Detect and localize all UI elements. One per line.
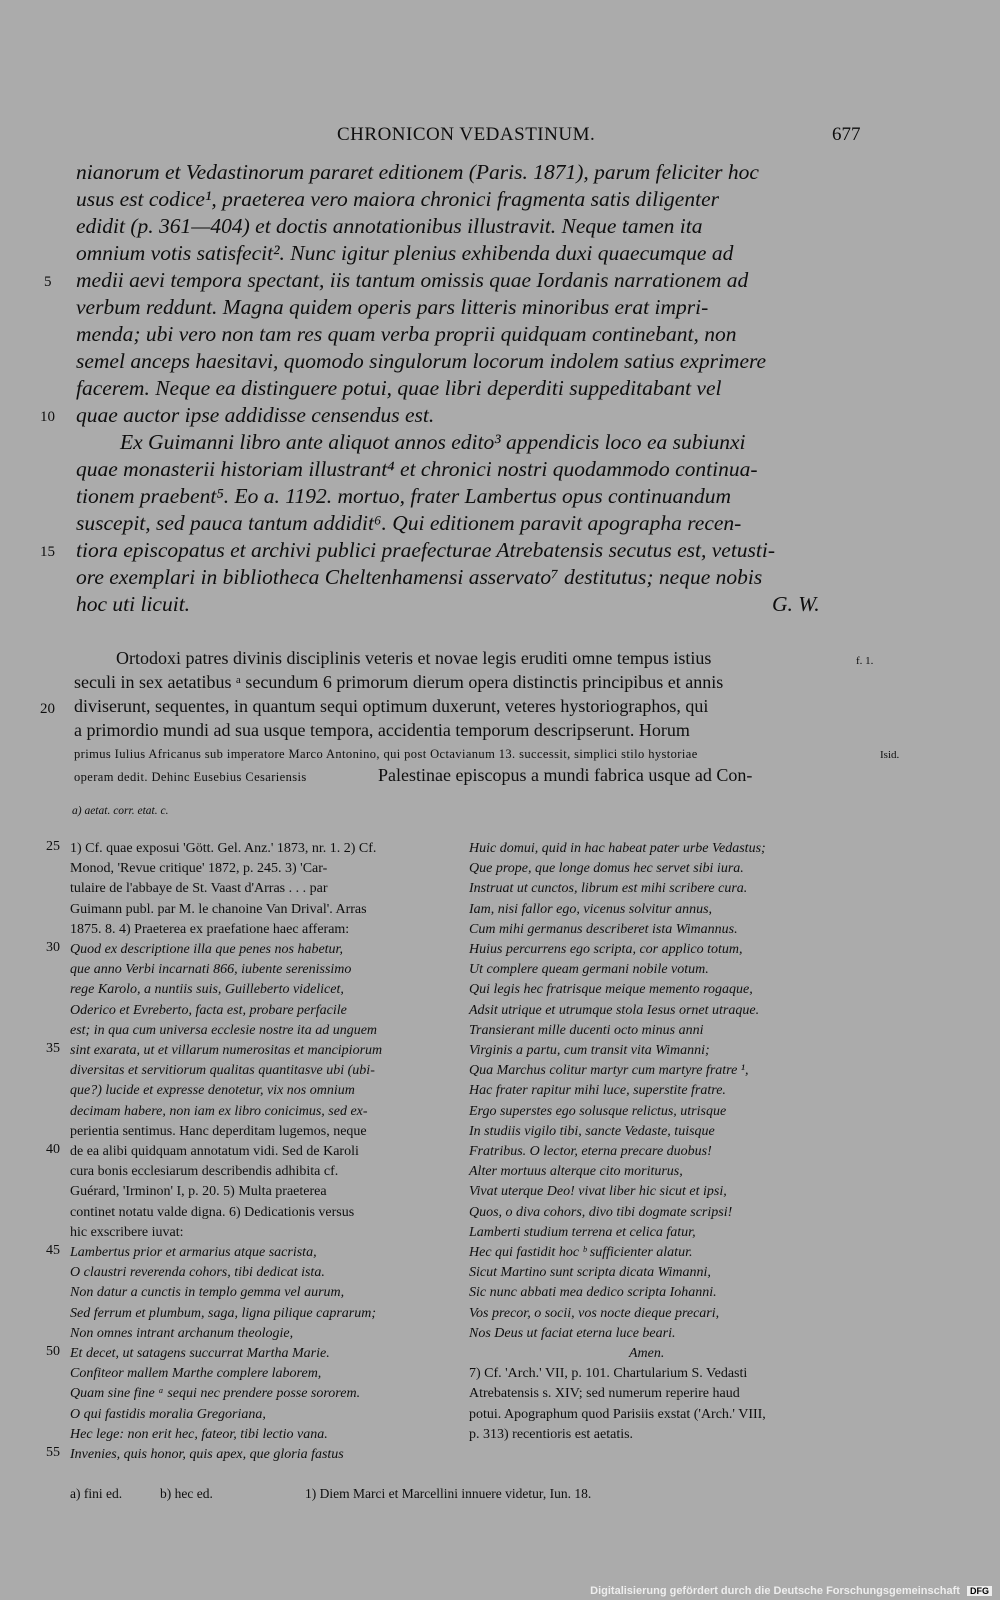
footnote-line: In studiis vigilo tibi, sancte Vedaste, tuisque bbox=[469, 1123, 715, 1139]
footnote-line: Ergo superstes ego solusque relictus, utrisque bbox=[469, 1103, 727, 1119]
footnote-line: p. 313) recentioris est aetatis. bbox=[469, 1426, 634, 1442]
footnote-line: Quam sine fine ᵃ sequi nec prendere posse sororem. bbox=[70, 1386, 361, 1402]
footnote-line: 1) Cf. quae exposui 'Gött. Gel. Anz.' 1873, nr. 1. 2) Cf. bbox=[70, 841, 377, 856]
running-title: CHRONICON VEDASTINUM. bbox=[337, 124, 596, 145]
footnote-line: Guimann publ. par M. le chanoine Van Drival'. Arras bbox=[70, 901, 367, 917]
line-number: 50 bbox=[46, 1344, 60, 1359]
footnote-line: Atrebatensis s. XIV; sed numerum reperire haud bbox=[469, 1386, 740, 1402]
line-number: 10 bbox=[40, 409, 55, 425]
footnote-line: Alter mortuus alterque cito moriturus, bbox=[469, 1164, 683, 1180]
footnote-line: Cum mihi germanus describeret ista Wimannus. bbox=[469, 921, 738, 937]
intro-line: Ex Guimanni libro ante aliquot annos edito³ appendicis loco ea subiunxi bbox=[120, 430, 746, 454]
intro-line: nianorum et Vedastinorum pararet editionem (Paris. 1871), parum feliciter hoc bbox=[76, 160, 759, 184]
intro-line: semel anceps haesitavi, quomodo singulorum locorum indolem satius exprimere bbox=[76, 349, 767, 373]
intro-line: tiora episcopatus et archivi publici praefecturae Atrebatensis secutus est, vetusti- bbox=[76, 538, 776, 562]
intro-line: verbum reddunt. Magna quidem operis pars litteris minoribus erat impri- bbox=[76, 295, 709, 319]
footnote-line: est; in qua cum universa ecclesie nostre ita ad unguem bbox=[70, 1022, 378, 1038]
footnote-line: Qui legis hec fratrisque meique memento rogaque, bbox=[469, 982, 753, 998]
footnote-line: potui. Apographum quod Parisiis exstat ('Arch.' VIII, bbox=[469, 1406, 766, 1422]
footnote-line: Huic domui, quid in hac habeat pater urbe Vedastus; bbox=[469, 841, 766, 856]
footnote-line: Sic nunc abbati mea dedico scripta Iohanni. bbox=[469, 1285, 717, 1301]
intro-line: facerem. Neque ea distinguere potui, quae libri deperditi suppeditabant vel bbox=[76, 376, 722, 400]
footnote-line: Ut complere queam germani nobile votum. bbox=[469, 962, 709, 978]
line-number: 20 bbox=[40, 701, 55, 717]
footnote-line: que?) lucide et expresse denotetur, vix nos omnium bbox=[70, 1083, 355, 1099]
line-number: 55 bbox=[46, 1445, 60, 1460]
page-number: 677 bbox=[832, 124, 861, 145]
footnote-line: Hac frater rapitur mihi luce, superstite fratre. bbox=[469, 1083, 726, 1099]
footnote-line: Virginis a partu, cum transit vita Wimanni; bbox=[469, 1043, 710, 1059]
footnote-line: de ea alibi quidquam annotatum vidi. Sed de Karoli bbox=[70, 1144, 359, 1160]
footnote-line: Non omnes intrant archanum theologie, bbox=[70, 1325, 294, 1341]
intro-line: omnium votis satisfecit². Nunc igitur plenius exhibenda duxi quaecumque ad bbox=[76, 241, 734, 265]
footnote-line: cura bonis ecclesiarum describendis adhibita cf. bbox=[70, 1164, 339, 1180]
intro-line: menda; ubi vero non tam res quam verba proprii quidquam continebant, non bbox=[76, 322, 737, 346]
footnote-line: Oderico et Evreberto, facta est, probare perfacile bbox=[70, 1002, 347, 1018]
intro-line: hoc uti licuit. bbox=[76, 592, 191, 616]
apparatus-note: a) fini ed. bbox=[70, 1486, 123, 1501]
dfg-logo: DFG bbox=[967, 1586, 992, 1596]
footnote-line: Quod ex descriptione illa que penes nos habetur, bbox=[70, 942, 343, 958]
intro-line: edidit (p. 361—404) et doctis annotationibus illustravit. Neque tamen ita bbox=[76, 214, 703, 238]
line-number: 45 bbox=[46, 1243, 60, 1258]
text-line: seculi in sex aetatibus ᵃ secundum 6 primorum dierum opera distinctis principibus et annis bbox=[74, 672, 724, 692]
text-line: Palestinae episcopus a mundi fabrica usque ad Con- bbox=[378, 765, 753, 785]
intro-line: tionem praebent⁵. Eo a. 1192. mortuo, frater Lambertus opus continuandum bbox=[76, 484, 732, 508]
footnote-line: Invenies, quis honor, quis apex, que gloria fastus bbox=[70, 1447, 344, 1463]
footnote-line: Adsit utrique et utrumque stola Iesus ornet utraque. bbox=[469, 1002, 760, 1018]
footnote-line: Lamberti studium terrena et celica fatur, bbox=[469, 1224, 696, 1240]
apparatus-note: b) hec ed. bbox=[160, 1486, 213, 1501]
line-number: 30 bbox=[46, 940, 60, 955]
footnote-line: Sicut Martino sunt scripta dicata Wimanni, bbox=[469, 1265, 711, 1281]
footnote-line: rege Karolo, a nuntiis suis, Guilleberto videlicet, bbox=[70, 982, 344, 998]
footnote-line: Hec lege: non erit hec, fateor, tibi lectio vana. bbox=[70, 1426, 328, 1442]
footnote-line: Nos Deus ut faciat eterna luce beari. bbox=[469, 1325, 676, 1341]
footnote-line: hic exscribere iuvat: bbox=[70, 1224, 184, 1240]
footnote-line: continet notatu valde digna. 6) Dedicationis versus bbox=[70, 1204, 355, 1220]
text-line: a primordio mundi ad sua usque tempora, accidentia temporum descripserunt. Horum bbox=[74, 720, 690, 740]
intro-line: quae auctor ipse addidisse censendus est. bbox=[76, 403, 435, 427]
footnote-line: perientia sentimus. Hanc deperditam lugemos, neque bbox=[70, 1123, 367, 1139]
footnote-line: sint exarata, ut et villarum numerositas et mancipiorum bbox=[70, 1043, 383, 1059]
intro-line: ore exemplari in bibliotheca Cheltenhamensi asservato⁷ destitutus; neque nobis bbox=[76, 565, 763, 589]
footnote-line: Vivat uterque Deo! vivat liber hic sicut et ipsi, bbox=[469, 1184, 727, 1200]
intro-line: medii aevi tempora spectant, iis tantum omissis quae Iordanis narrationem ad bbox=[76, 268, 749, 292]
footnote-line: Guérard, 'Irminon' I, p. 20. 5) Multa praeterea bbox=[70, 1184, 327, 1200]
line-number: 25 bbox=[46, 839, 60, 854]
text-line: Ortodoxi patres divinis disciplinis veteris et novae legis eruditi omne tempus istius bbox=[116, 648, 712, 668]
footnote-line: Non datur a cunctis in templo gemma vel aurum, bbox=[70, 1285, 345, 1301]
footnote-line: Et decet, ut satagens succurrat Martha Marie. bbox=[70, 1346, 330, 1362]
intro-line: suscepit, sed pauca tantum addidit⁶. Qui editionem paravit apographa recen- bbox=[76, 511, 742, 535]
footnote-line: Amen. bbox=[629, 1346, 665, 1362]
margin-note: Isid. bbox=[880, 749, 900, 761]
footnotes-left-column bbox=[70, 839, 455, 1465]
line-number: 15 bbox=[40, 544, 55, 560]
footnote-line: O qui fastidis moralia Gregoriana, bbox=[70, 1406, 266, 1422]
line-number: 35 bbox=[46, 1041, 60, 1056]
line-number: 40 bbox=[46, 1142, 60, 1157]
verse-footnote: 1) Diem Marci et Marcellini innuere videtur, Iun. 18. bbox=[305, 1486, 592, 1501]
footnotes-right-column bbox=[469, 839, 864, 1445]
footnote-line: tulaire de l'abbaye de St. Vaast d'Arras . . . par bbox=[70, 881, 328, 897]
small-text-line: primus Iulius Africanus sub imperatore Marco Antonino, qui post Octavianum 13. successit, simplici stilo hystoriae bbox=[74, 747, 698, 761]
critical-apparatus: a) aetat. corr. etat. c. bbox=[72, 805, 169, 817]
footnote-line: O claustri reverenda cohors, tibi dedicat ista. bbox=[70, 1265, 325, 1281]
footnote-line: 1875. 8. 4) Praeterea ex praefatione haec afferam: bbox=[70, 921, 350, 937]
footnote-line: Vos precor, o socii, vos nocte dieque precari, bbox=[469, 1305, 720, 1321]
footnote-line: Quos, o diva cohors, divo tibi dogmate scripsi! bbox=[469, 1204, 733, 1220]
intro-line: quae monasterii historiam illustrant⁴ et chronici nostri quodammodo continua- bbox=[76, 457, 758, 481]
editor-signature: G. W. bbox=[772, 592, 820, 616]
footnote-line: Confiteor mallem Marthe complere laborem, bbox=[70, 1366, 322, 1382]
digitization-credit bbox=[590, 1585, 992, 1597]
footnote-line: Que prope, que longe domus hec servet sibi iura. bbox=[469, 861, 744, 877]
running-header bbox=[0, 124, 1000, 148]
line-number: 5 bbox=[44, 274, 52, 290]
footnote-line: Instruat ut cunctos, librum est mihi scribere cura. bbox=[469, 881, 748, 897]
footnote-line: 7) Cf. 'Arch.' VII, p. 101. Chartularium S. Vedasti bbox=[469, 1366, 748, 1382]
footnote-line: decimam habere, non iam ex libro conicimus, sed ex- bbox=[70, 1103, 368, 1119]
margin-note: f. 1. bbox=[856, 655, 874, 667]
small-text-line: operam dedit. Dehinc Eusebius Cesariensis bbox=[74, 770, 307, 784]
footnote-line: Fratribus. O lector, eterna precare duobus! bbox=[469, 1144, 712, 1160]
footnote-line: Huius percurrens ego scripta, cor applico totum, bbox=[469, 942, 743, 958]
footnote-line: Sed ferrum et plumbum, saga, ligna pilique caprarum; bbox=[70, 1305, 377, 1321]
footnote-line: Monod, 'Revue critique' 1872, p. 245. 3) 'Car- bbox=[70, 861, 328, 877]
credit-text: Digitalisierung gefördert durch die Deutsche Forschungsgemeinschaft bbox=[590, 1585, 960, 1597]
footnote-line: que anno Verbi incarnati 866, iubente serenissimo bbox=[70, 962, 352, 978]
footnote-line: Lambertus prior et armarius atque sacrista, bbox=[70, 1245, 317, 1261]
footnote-line: Hec qui fastidit hoc ᵇ sufficienter alatur. bbox=[469, 1245, 693, 1261]
footnote-line: diversitas et servitiorum qualitas quantitasve ubi (ubi- bbox=[70, 1063, 375, 1079]
text-line: diviserunt, sequentes, in quantum sequi optimum duxerunt, veteres hystoriographos, qui bbox=[74, 696, 709, 716]
footnote-line: Transierant mille ducenti octo minus anni bbox=[469, 1022, 704, 1038]
footnote-line: Iam, nisi fallor ego, vicenus solvitur annus, bbox=[469, 901, 713, 917]
footnote-line: Qua Marchus colitur martyr cum martyre fratre ¹, bbox=[469, 1063, 749, 1079]
intro-line: usus est codice¹, praeterea vero maiora chronici fragmenta satis diligenter bbox=[76, 187, 719, 211]
